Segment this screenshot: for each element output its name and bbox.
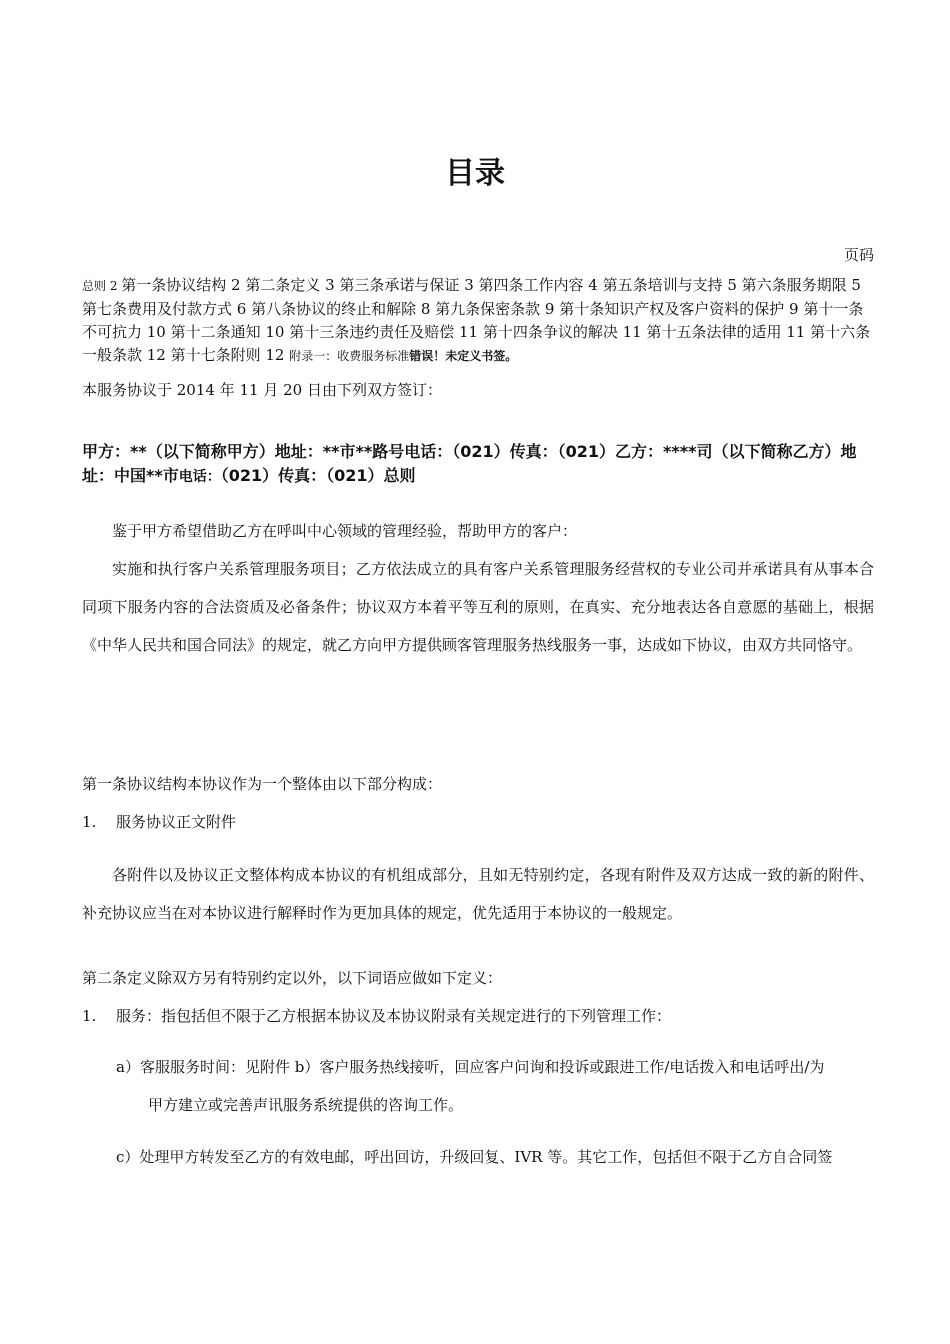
page-code-label: 页码 — [843, 246, 874, 264]
intro-paragraph-2: 实施和执行客户关系管理服务项目；乙方依法成立的具有客户关系管理服务经营权的专业公司并承诺具有从事本合同项下服务内容的合法资质及必备条件；协议双方本着平等互利的原则，在真实、充分地表达各自意愿的基础上，根据《中华人民共和国合同法》的规定，就乙方向甲方提供顾客管理服务热线服务一事，达成如下协议，由双方共同恪守。 — [82, 560, 874, 654]
article2-item-text: 服务：指包括但不限于乙方根据本协议及本协议附录有关规定进行的下列管理工作： — [116, 1007, 672, 1025]
article1-heading: 第一条协议结构本协议作为一个整体由以下部分构成： — [82, 775, 443, 793]
article2-sub-a-continued: 甲方建立或完善声讯服务系统提供的咨询工作。 — [148, 1096, 464, 1114]
toc-entries: 第一条协议结构 2 第二条定义 3 第三条承诺与保证 3 第四条工作内容 4 第五条培训与支持 5 第六条服务期限 5 第七条费用及付款方式 6 第八条协议的终止和解除 8 第九条保密条款 9 第十条知识产权及客户资料的保护 9 第十一条不可抗力 10 第十二条通知 10 第十三条违约责任及赔偿 11 第十四条争议的解决 11 第十五条法律的适用 11 第十六条一般条款 12 第十七条附则 12 — [82, 276, 871, 364]
article1-item-1 — [82, 812, 874, 832]
article2-sub-a — [116, 1048, 874, 1124]
article2-sub-c: c）处理甲方转发至乙方的有效电邮，呼出回访，升级回复、IVR 等。其它工作，包括但不限于乙方自合同签 — [116, 1148, 833, 1166]
article1-paragraph: 各附件以及协议正文整体构成本协议的有机组成部分，且如无特别约定，各现有附件及双方达成一致的新的附件、补充协议应当在对本协议进行解释时作为更加具体的规定，优先适用于本协议的一般规定。 — [82, 866, 874, 922]
article2-item-1 — [82, 1006, 874, 1026]
article1-item-text: 服务协议正文附件 — [116, 813, 237, 831]
parties-tail: （021）传真：（021）总则 — [220, 466, 416, 485]
parties-block — [82, 440, 874, 489]
article1-item-number: 1. — [82, 813, 97, 831]
toc-appendix: 附录一：收费服务标准 — [289, 349, 410, 363]
toc-prefix: 总则 2 — [82, 279, 122, 293]
intro-paragraph-1: 鉴于甲方希望借助乙方在呼叫中心领域的管理经验，帮助甲方的客户： — [112, 522, 578, 540]
article2-sub-a-text: a）客服服务时间：见附件 b）客户服务热线接听，回应客户问询和投诉或跟进工作/电话拨入和电话呼出/为 — [116, 1058, 825, 1076]
article2-heading: 第二条定义除双方另有特别约定以外，以下词语应做如下定义： — [82, 969, 503, 987]
parties-phone-label: 电话： — [178, 469, 221, 485]
toc-error: 错误！未定义书签。 — [409, 349, 518, 363]
parties-main: 甲方：**（以下简称甲方）地址：**市**路号电话：（021）传真：（021）乙方：****司（以下简称乙方）地址：中国**市 — [82, 442, 857, 485]
article2-item-number: 1. — [82, 1007, 97, 1025]
table-of-contents — [82, 274, 874, 368]
page-title: 目录 — [445, 156, 505, 191]
signing-line: 本服务协议于 2014 年 11 月 20 日由下列双方签订： — [82, 381, 442, 399]
